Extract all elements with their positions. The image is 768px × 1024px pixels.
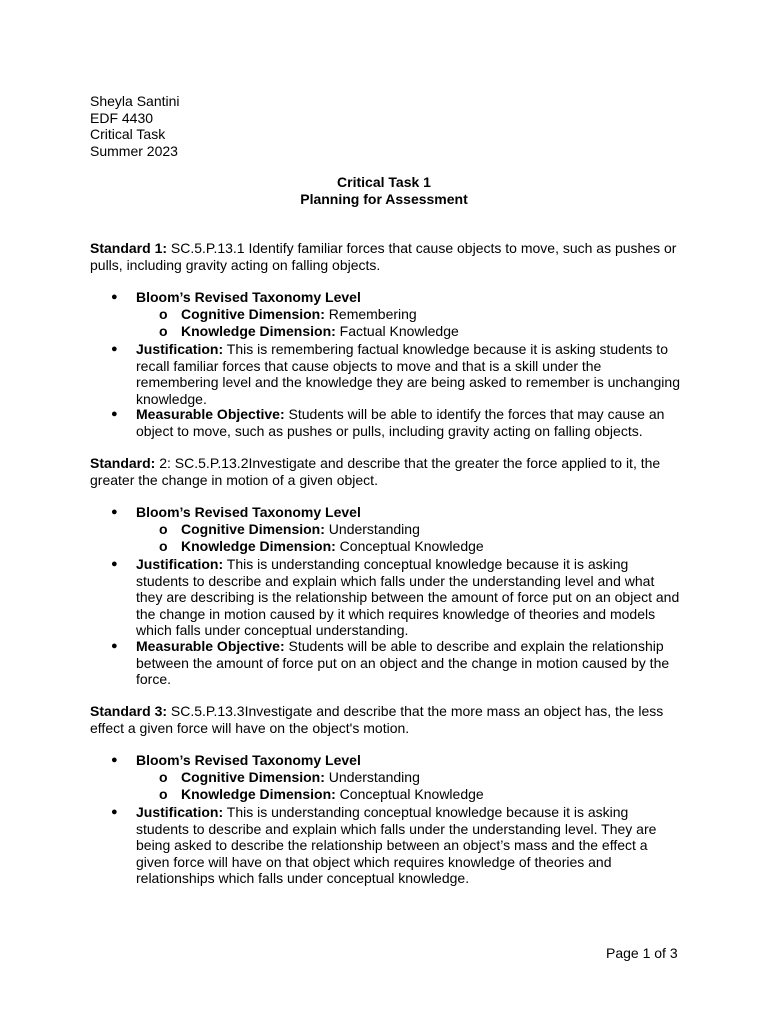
s2-cognitive-item <box>159 521 681 538</box>
sub-bullet-icon: o <box>159 521 168 537</box>
standard-2-label: Standard: <box>90 455 156 471</box>
document-header <box>90 93 180 159</box>
s1-cognitive-item <box>159 306 681 323</box>
s2-knowledge-item <box>159 538 681 555</box>
s2-cognitive-value: Understanding <box>324 521 420 537</box>
s3-blooms-label: Bloom’s Revised Taxonomy Level <box>136 752 361 768</box>
standard-3-text: SC.5.P.13.3Investigate and describe that the more mass an object has, the less effect a given force will have on the object's motion. <box>90 703 664 736</box>
s2-justification-item <box>111 556 681 639</box>
s2-blooms-label: Bloom’s Revised Taxonomy Level <box>136 504 361 520</box>
s1-justification-text: This is remembering factual knowledge because it is asking students to recall familiar forces that cause objects to move and that is a skill under the remembering level and the knowledge they are being asked to remember is unchanging knowledge. <box>136 341 680 407</box>
sub-bullet-icon: o <box>159 769 168 785</box>
s2-cognitive-label: Cognitive Dimension: <box>181 521 325 537</box>
s1-measurable-text: Students will be able to identify the forces that may cause an object to move, such as pushes or pulls, including gravity acting on falling objects. <box>136 406 665 439</box>
s3-justification-label: Justification: <box>136 804 224 820</box>
s3-knowledge-label: Knowledge Dimension: <box>181 786 336 802</box>
standard-2-text: 2: SC.5.P.13.2Investigate and describe that the greater the force applied to it, the greater the change in motion of a given object. <box>90 455 661 488</box>
bullet-icon: ● <box>111 558 118 570</box>
s2-justification-text: This is understanding conceptual knowledge because it is asking students to describe and explain which falls under the understanding level and what they are describing is the relationship between the amount of force put on an object and the change in motion caused by it which requires knowledge of theories and models which falls under conceptual understanding. <box>136 556 680 638</box>
s3-justification-text: This is understanding conceptual knowledge because it is asking students to describe and explain which falls under the understanding level. They are being asked to describe the relationship between an object’s mass and the effect a given force will have on that object which requires knowledge of theories and relationships which falls under conceptual knowledge. <box>136 804 657 886</box>
assignment-name: Critical Task <box>90 126 166 142</box>
s1-blooms-label: Bloom’s Revised Taxonomy Level <box>136 289 361 305</box>
bullet-icon: ● <box>111 408 118 420</box>
bullet-icon: ● <box>111 291 118 303</box>
s2-measurable-label: Measurable Objective: <box>136 638 285 654</box>
s2-blooms-item <box>111 504 681 521</box>
s3-knowledge-item <box>159 786 681 803</box>
bullet-icon: ● <box>111 754 118 766</box>
sub-bullet-icon: o <box>159 538 168 554</box>
s3-justification-item <box>111 804 681 887</box>
s1-cognitive-value: Remembering <box>324 306 417 322</box>
s2-measurable-item <box>111 638 681 688</box>
s2-measurable-text: Students will be able to describe and explain the relationship between the amount of force put on an object and the change in motion caused by the force. <box>136 638 670 687</box>
sub-bullet-icon: o <box>159 323 168 339</box>
s1-blooms-item <box>111 289 681 306</box>
standard-3-label: Standard 3: <box>90 703 168 719</box>
s3-cognitive-item <box>159 769 681 786</box>
s3-blooms-item <box>111 752 681 769</box>
bullet-icon: ● <box>111 343 118 355</box>
s2-knowledge-value: Conceptual Knowledge <box>335 538 484 554</box>
bullet-icon: ● <box>111 640 118 652</box>
s3-cognitive-value: Understanding <box>324 769 420 785</box>
student-name: Sheyla Santini <box>90 93 180 109</box>
standard-1-paragraph <box>90 240 680 273</box>
page-number: Page 1 of 3 <box>606 945 678 961</box>
bullet-icon: ● <box>111 506 118 518</box>
course-code: EDF 4430 <box>90 109 154 126</box>
s1-justification-label: Justification: <box>136 341 224 357</box>
term: Summer 2023 <box>90 142 178 159</box>
sub-bullet-icon: o <box>159 306 168 322</box>
standard-2-paragraph <box>90 455 680 488</box>
standard-1-label: Standard 1: <box>90 240 168 256</box>
s1-knowledge-label: Knowledge Dimension: <box>181 323 336 339</box>
s2-knowledge-label: Knowledge Dimension: <box>181 538 336 554</box>
s1-measurable-label: Measurable Objective: <box>136 406 285 422</box>
bullet-icon: ● <box>111 806 118 818</box>
standard-3-paragraph <box>90 703 680 736</box>
s3-knowledge-value: Conceptual Knowledge <box>335 786 484 802</box>
s1-measurable-item <box>111 406 681 439</box>
title-line-2: Planning for Assessment <box>300 190 468 207</box>
s1-knowledge-value: Factual Knowledge <box>335 323 459 339</box>
title-line-1: Critical Task 1 <box>337 174 431 190</box>
document-title <box>0 174 768 207</box>
s1-justification-item <box>111 341 681 407</box>
sub-bullet-icon: o <box>159 786 168 802</box>
standard-1-text: SC.5.P.13.1 Identify familiar forces that cause objects to move, such as pushes or pulls, including gravity acting on falling objects. <box>90 240 677 273</box>
s3-cognitive-label: Cognitive Dimension: <box>181 769 325 785</box>
s2-justification-label: Justification: <box>136 556 224 572</box>
s1-cognitive-label: Cognitive Dimension: <box>181 306 325 322</box>
s1-knowledge-item <box>159 323 681 340</box>
